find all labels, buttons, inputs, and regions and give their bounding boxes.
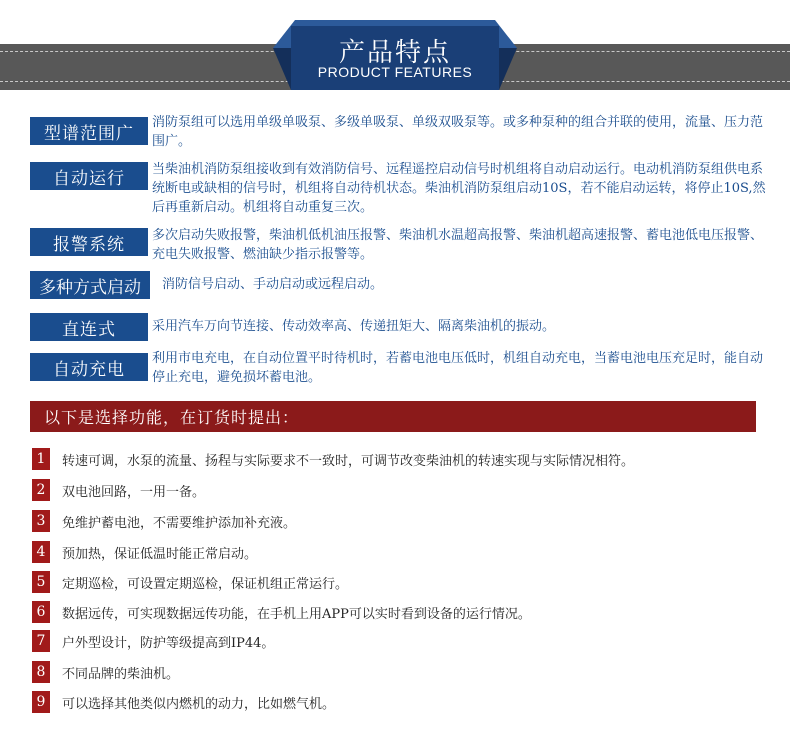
- selection-number: 5: [32, 571, 50, 593]
- feature-label-direct: 直连式: [30, 313, 148, 341]
- feature-desc-auto-run: 当柴油机消防泵组接收到有效消防信号、远程遥控启动信号时机组将自动启动运行。电动机消防泵组供电系统断电或缺相的信号时，机组将自动待机状态。柴油机消防泵组启动10S，若不能启动运转，将停止10S,然后再重新启动。机组将自动重复三次。: [152, 162, 766, 215]
- selection-item: [32, 571, 348, 593]
- selection-text: 户外型设计，防护等级提高到IP44。: [62, 635, 275, 651]
- feature-desc-alarm: 多次启动失败报警，柴油机低机油压报警、柴油机水温超高报警、柴油机超高速报警、蓄电池低电压报警、充电失败报警、燃油缺少指示报警等。: [152, 228, 764, 262]
- feature-label-start-modes: 多种方式启动: [30, 271, 150, 299]
- selection-number: 4: [32, 541, 50, 563]
- selection-number: 8: [32, 661, 50, 683]
- selection-item: [32, 541, 257, 563]
- selection-number: 1: [32, 448, 50, 470]
- selection-item: [32, 630, 274, 652]
- selection-text: 免维护蓄电池，不需要维护添加补充液。: [62, 515, 297, 531]
- feature-label-alarm: 报警系统: [30, 228, 148, 256]
- selection-text: 预加热，保证低温时能正常启动。: [62, 546, 258, 562]
- selection-number: 7: [32, 630, 50, 652]
- selection-text: 不同品牌的柴油机。: [62, 666, 180, 682]
- page-subtitle: PRODUCT FEATURES: [317, 64, 473, 80]
- selection-text: 定期巡检，可设置定期巡检，保证机组正常运行。: [62, 576, 349, 592]
- selection-header: 以下是选择功能，在订货时提出：: [30, 401, 756, 432]
- selection-item: [32, 661, 179, 683]
- selection-item: [32, 448, 634, 470]
- selection-text: 数据远传，可实现数据远传功能，在手机上用APP可以实时看到设备的运行情况。: [62, 606, 531, 622]
- selection-text: 双电池回路，一用一备。: [62, 484, 206, 500]
- feature-desc-charging: 利用市电充电，在自动位置平时待机时，若蓄电池电压低时，机组自动充电，当蓄电池电压充足时，能自动停止充电，避免损坏蓄电池。: [152, 351, 764, 385]
- selection-text: 转速可调，水泵的流量、扬程与实际要求不一致时，可调节改变柴油机的转速实现与实际情况相符。: [62, 453, 635, 469]
- feature-label-auto-run: 自动运行: [30, 162, 148, 190]
- header-title-badge: [273, 20, 517, 90]
- feature-desc-range: 消防泵组可以选用单级单吸泵、多级单吸泵、单级双吸泵等。或多种泵种的组合并联的使用，流量、压力范围广。: [152, 115, 764, 149]
- selection-text: 可以选择其他类似内燃机的动力，比如燃气机。: [62, 696, 336, 712]
- page-title: 产品特点: [338, 38, 451, 68]
- feature-label-range: 型谱范围广: [30, 117, 148, 145]
- selection-item: [32, 479, 205, 501]
- feature-desc-direct: 采用汽车万向节连接、传动效率高、传递扭矩大、隔离柴油机的振动。: [152, 319, 556, 334]
- selection-number: 2: [32, 479, 50, 501]
- selection-number: 3: [32, 510, 50, 532]
- feature-label-charging: 自动充电: [30, 353, 148, 381]
- feature-desc-start-modes: 消防信号启动、手动启动或远程启动。: [162, 277, 384, 292]
- selection-item: [32, 510, 296, 532]
- selection-number: 9: [32, 691, 50, 713]
- selection-item: [32, 691, 335, 713]
- selection-item: [32, 601, 531, 623]
- selection-number: 6: [32, 601, 50, 623]
